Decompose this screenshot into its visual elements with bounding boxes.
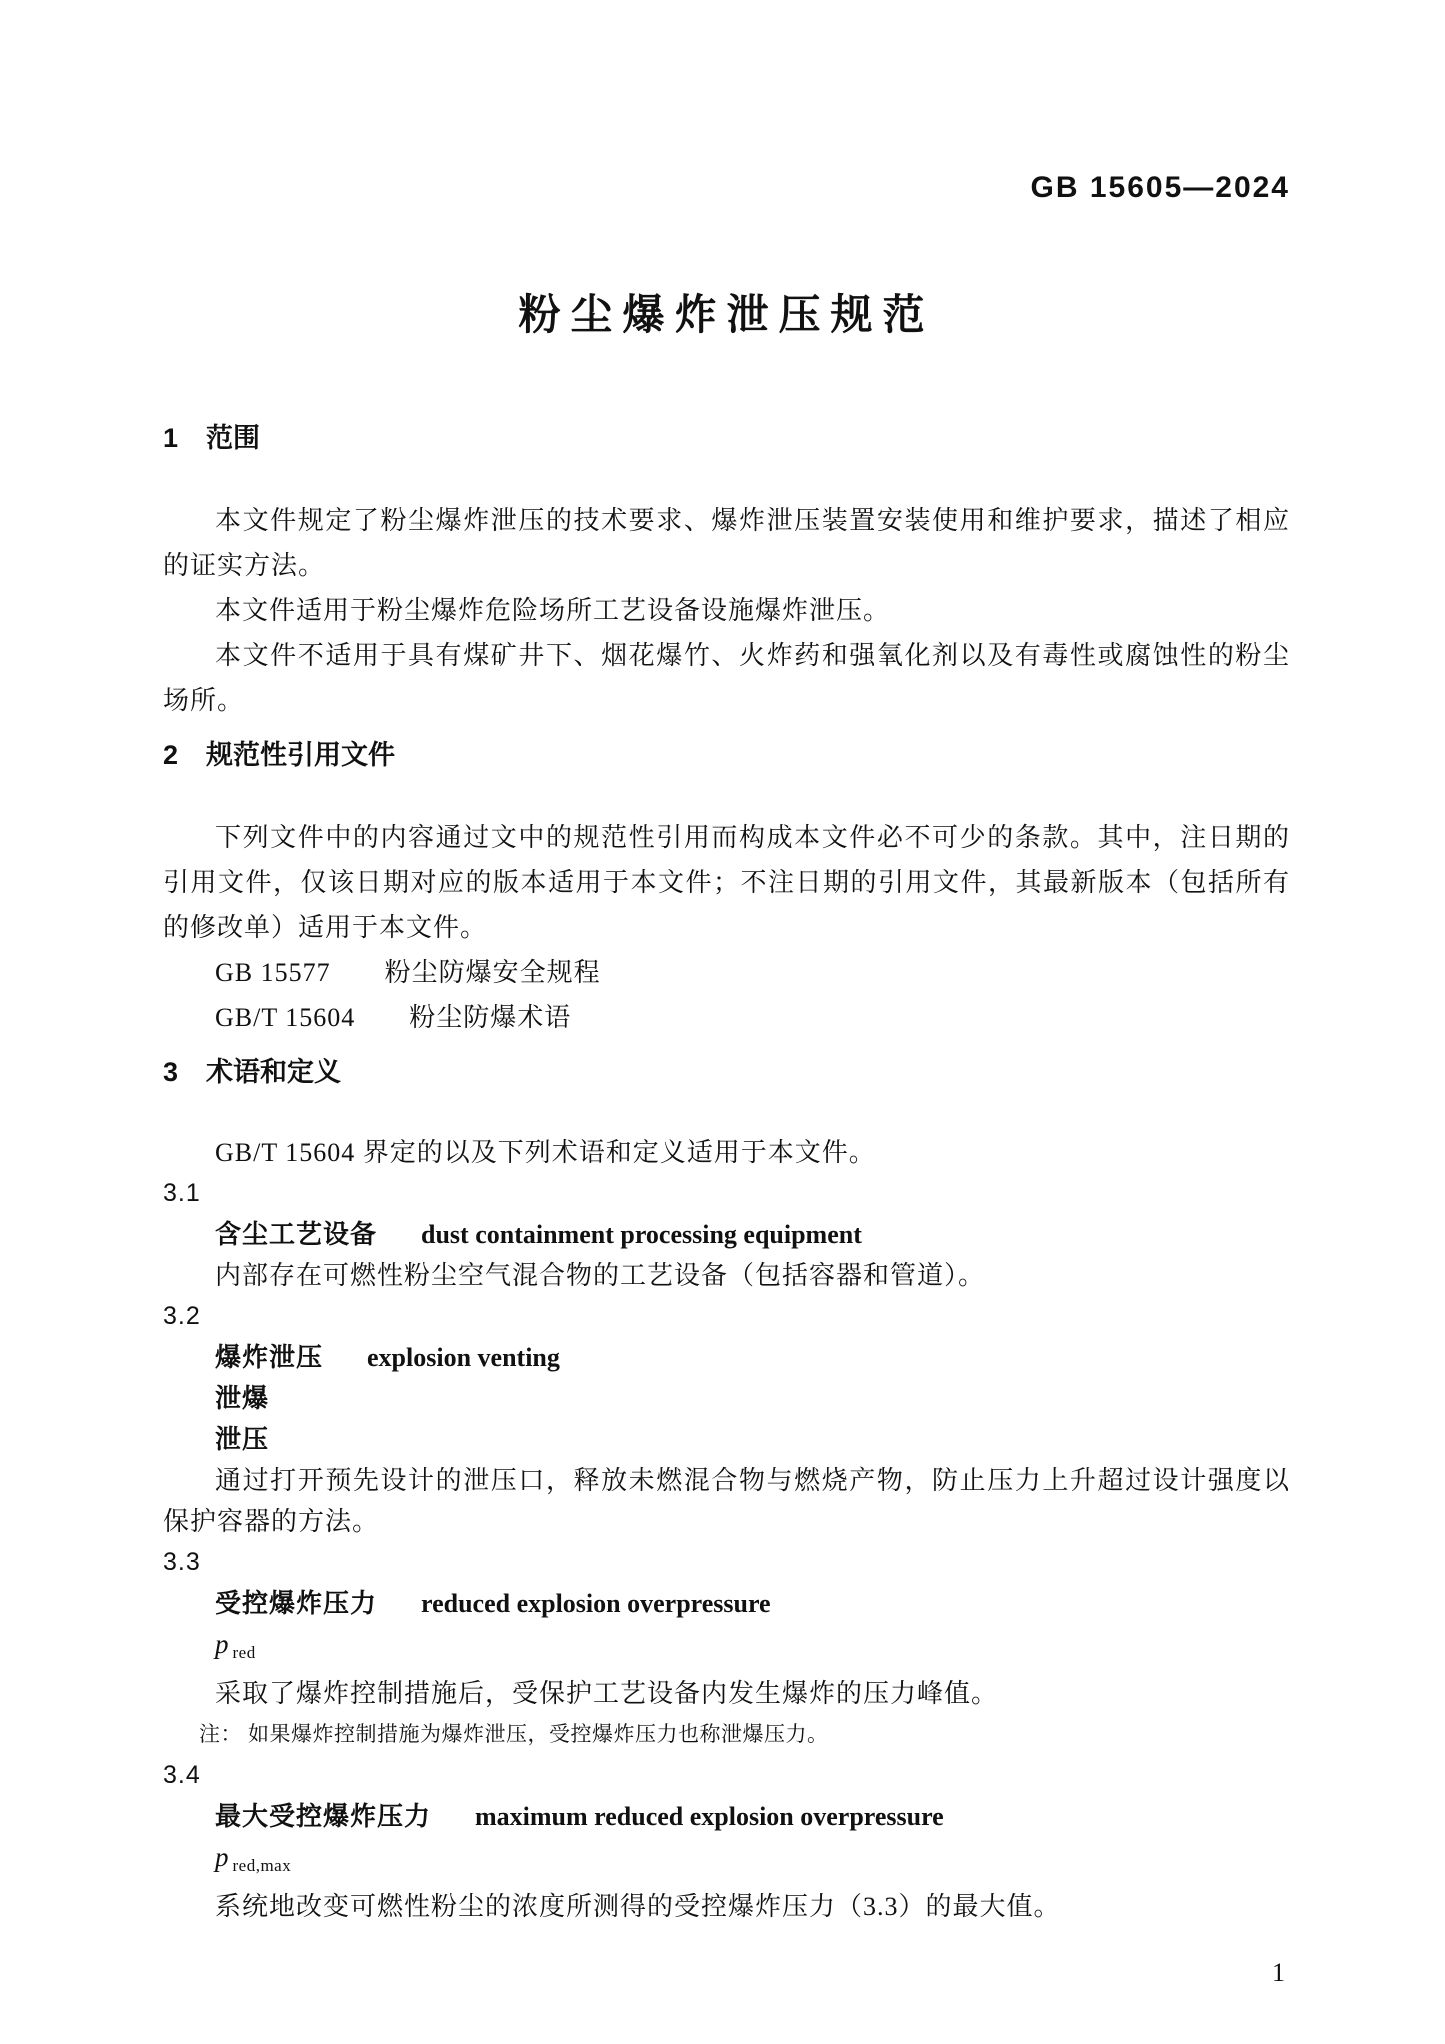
term-english: maximum reduced explosion overpressure [475, 1802, 944, 1831]
term-english: reduced explosion overpressure [421, 1589, 771, 1618]
term-definition: 采取了爆炸控制措施后，受保护工艺设备内发生爆炸的压力峰值。 [215, 1679, 999, 1708]
standard-code: GB 15605—2024 [1030, 171, 1290, 204]
clause-number: 3.1 [163, 1179, 201, 1207]
section-2-heading [163, 741, 1290, 769]
section-3-title: 术语和定义 [206, 1057, 342, 1087]
section-2-title: 规范性引用文件 [206, 740, 396, 770]
normative-reference: GB/T 15604 粉尘防爆术语 [215, 1003, 572, 1032]
term-chinese: 含尘工艺设备 [215, 1219, 378, 1249]
paragraph: 本文件不适用于具有煤矿井下、烟花爆竹、火炸药和强氧化剂以及有毒性或腐蚀性的粉尘场所。 [163, 641, 1290, 715]
clause-number: 3.2 [163, 1302, 201, 1330]
term-definition: 系统地改变可燃性粉尘的浓度所测得的受控爆炸压力（3.3）的最大值。 [215, 1892, 1061, 1921]
section-3-number: 3 [163, 1057, 179, 1087]
term-alias: 泄爆 [215, 1383, 270, 1413]
term-english: explosion venting [367, 1343, 560, 1372]
symbol-subscript: red [232, 1643, 256, 1662]
section-2-body [163, 815, 1290, 1040]
terms-intro: GB/T 15604 界定的以及下列术语和定义适用于本文件。 [215, 1138, 876, 1167]
page-number: 1 [1272, 1958, 1285, 1987]
term-english: dust containment processing equipment [421, 1220, 862, 1249]
section-3-heading [163, 1058, 1290, 1086]
section-3-body [163, 1132, 1290, 1927]
normative-reference: GB 15577 粉尘防爆安全规程 [215, 958, 601, 987]
term-chinese: 受控爆炸压力 [215, 1588, 378, 1618]
term-definition: 内部存在可燃性粉尘空气混合物的工艺设备（包括容器和管道）。 [215, 1261, 986, 1290]
note-label: 注： [199, 1723, 242, 1746]
paragraph: 本文件适用于粉尘爆炸危险场所工艺设备设施爆炸泄压。 [215, 596, 891, 625]
term-line [163, 1796, 1290, 1837]
clause-number: 3.3 [163, 1548, 201, 1576]
symbol-p: p [215, 1629, 230, 1659]
page-content [163, 0, 1290, 1927]
term-note [163, 1714, 1290, 1755]
symbol-p: p [215, 1842, 230, 1872]
term-symbol [163, 1837, 1290, 1886]
term-line [163, 1583, 1290, 1624]
document-title: 粉尘爆炸泄压规范 [518, 291, 935, 338]
term-line [163, 1337, 1290, 1378]
paragraph: 下列文件中的内容通过文中的规范性引用而构成本文件必不可少的条款。其中，注日期的引用文件，仅该日期对应的版本适用于本文件；不注日期的引用文件，其最新版本（包括所有的修改单）适用于本文件。 [163, 823, 1290, 942]
clause-number: 3.4 [163, 1761, 201, 1789]
section-1-title: 范围 [206, 423, 261, 453]
section-1-body [163, 498, 1290, 723]
term-line [163, 1214, 1290, 1255]
symbol-subscript: red,max [232, 1856, 292, 1875]
section-1-number: 1 [163, 423, 179, 453]
term-definition: 通过打开预先设计的泄压口，释放未燃混合物与燃烧产物，防止压力上升超过设计强度以保护容器的方法。 [163, 1466, 1290, 1536]
paragraph: 本文件规定了粉尘爆炸泄压的技术要求、爆炸泄压装置安装使用和维护要求，描述了相应的证实方法。 [163, 506, 1290, 580]
term-alias: 泄压 [215, 1424, 270, 1454]
section-1-heading [163, 424, 1290, 452]
term-chinese: 爆炸泄压 [215, 1342, 324, 1372]
term-symbol [163, 1624, 1290, 1673]
note-text: 如果爆炸控制措施为爆炸泄压，受控爆炸压力也称泄爆压力。 [248, 1722, 829, 1746]
term-chinese: 最大受控爆炸压力 [215, 1801, 432, 1831]
section-2-number: 2 [163, 740, 179, 770]
